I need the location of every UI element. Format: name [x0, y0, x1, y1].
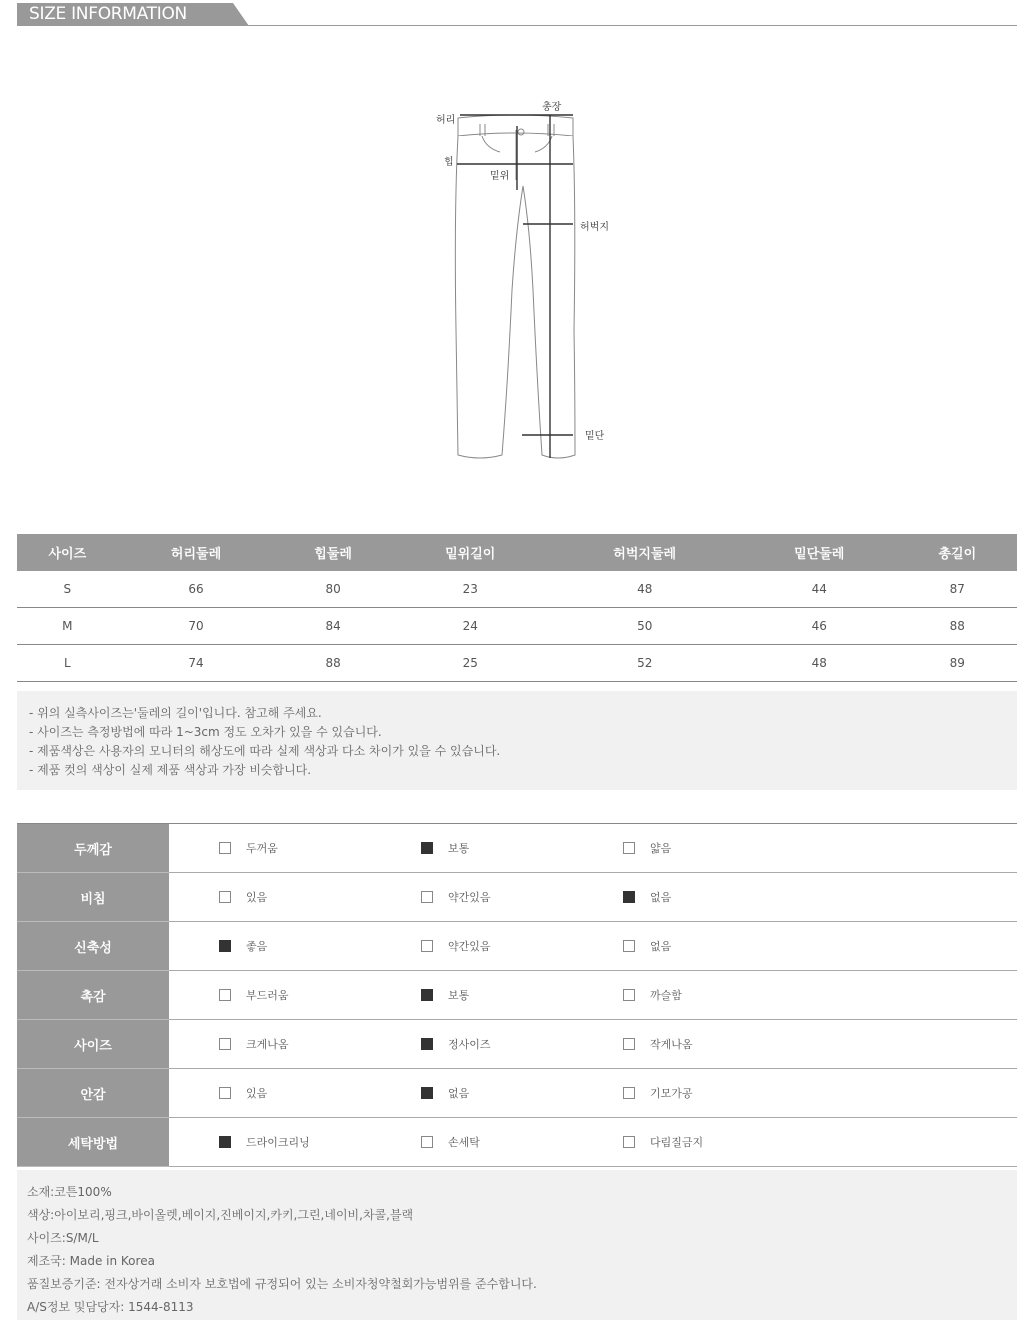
- unchecked-box-icon: [219, 1087, 231, 1099]
- rise-label: 밑위: [490, 171, 510, 182]
- feel-option: [371, 1020, 573, 1069]
- feel-option: [371, 971, 573, 1020]
- feel-option: [169, 1118, 371, 1167]
- unchecked-box-icon: [219, 842, 231, 854]
- table-cell: 48: [549, 571, 741, 608]
- checked-box-icon: [421, 1087, 433, 1099]
- feel-option: [573, 873, 775, 922]
- feel-option-label: 없음: [650, 940, 672, 953]
- checked-box-icon: [219, 1136, 231, 1148]
- column-header: 밑위길이: [392, 534, 549, 571]
- table-cell: 46: [741, 608, 898, 645]
- feel-row-spacer: [775, 1069, 1017, 1118]
- feel-option: [573, 922, 775, 971]
- feel-option: [371, 1118, 573, 1167]
- feel-option-label: 얇음: [650, 842, 672, 855]
- feel-row: [17, 873, 1017, 922]
- checked-box-icon: [421, 842, 433, 854]
- table-cell: 87: [898, 571, 1017, 608]
- feel-option: [573, 1020, 775, 1069]
- table-cell: 25: [392, 645, 549, 682]
- feel-option-label: 다림질금지: [650, 1136, 704, 1149]
- table-row: [17, 608, 1017, 645]
- unchecked-box-icon: [623, 842, 635, 854]
- feel-option-label: 없음: [650, 891, 672, 904]
- feel-row: [17, 1118, 1017, 1167]
- fabric-feel-table: [17, 823, 1017, 1167]
- info-material: 소재:코튼100%: [27, 1185, 112, 1199]
- table-cell: L: [17, 645, 118, 682]
- info-origin: 제조국: Made in Korea: [27, 1254, 155, 1268]
- checked-box-icon: [623, 891, 635, 903]
- feel-row: [17, 922, 1017, 971]
- feel-row-label: 세탁방법: [17, 1118, 169, 1167]
- table-cell: 88: [274, 645, 391, 682]
- feel-option: [169, 1069, 371, 1118]
- feel-option-label: 손세탁: [448, 1136, 480, 1149]
- table-row: [17, 571, 1017, 608]
- feel-row-spacer: [775, 1118, 1017, 1167]
- product-info: [17, 1170, 1017, 1320]
- feel-option-label: 보통: [448, 842, 470, 855]
- feel-option: [573, 1118, 775, 1167]
- feel-option: [169, 922, 371, 971]
- unchecked-box-icon: [421, 1136, 433, 1148]
- pants-measurement-diagram: [420, 90, 640, 470]
- column-header: 허리둘레: [118, 534, 275, 571]
- unchecked-box-icon: [219, 989, 231, 1001]
- table-cell: 74: [118, 645, 275, 682]
- feel-row: [17, 1069, 1017, 1118]
- feel-row-spacer: [775, 824, 1017, 873]
- column-header: 사이즈: [17, 534, 118, 571]
- table-cell: 88: [898, 608, 1017, 645]
- feel-row-spacer: [775, 922, 1017, 971]
- table-cell: 48: [741, 645, 898, 682]
- feel-row: [17, 824, 1017, 873]
- feel-row-label: 두께감: [17, 824, 169, 873]
- feel-option-label: 기모가공: [650, 1087, 693, 1100]
- feel-option-label: 약간있음: [448, 891, 491, 904]
- thigh-label: 허벅지: [580, 222, 609, 233]
- table-cell: 70: [118, 608, 275, 645]
- unchecked-box-icon: [623, 989, 635, 1001]
- feel-row-label: 안감: [17, 1069, 169, 1118]
- feel-option-label: 까슬함: [650, 989, 682, 1002]
- feel-option-label: 크게나옴: [246, 1038, 289, 1051]
- table-cell: 66: [118, 571, 275, 608]
- feel-option-label: 부드러움: [246, 989, 289, 1002]
- size-table-header: [17, 534, 1017, 571]
- hem-label: 밑단: [585, 431, 605, 442]
- unchecked-box-icon: [219, 891, 231, 903]
- section-title: SIZE INFORMATION: [29, 4, 187, 24]
- table-cell: 50: [549, 608, 741, 645]
- feel-option-label: 없음: [448, 1087, 470, 1100]
- table-cell: 84: [274, 608, 391, 645]
- feel-option-label: 있음: [246, 1087, 268, 1100]
- feel-option: [573, 824, 775, 873]
- info-quality: 품질보증기준: 전자상거래 소비자 보호법에 규정되어 있는 소비자청약철회가능범위를 준수합니다.: [27, 1277, 537, 1291]
- total-length-label: 총장: [542, 102, 562, 113]
- pants-illustration: [420, 90, 640, 470]
- table-cell: 23: [392, 571, 549, 608]
- table-cell: 52: [549, 645, 741, 682]
- feel-row-spacer: [775, 971, 1017, 1020]
- checked-box-icon: [421, 1038, 433, 1050]
- feel-option-label: 두꺼움: [246, 842, 278, 855]
- table-cell: S: [17, 571, 118, 608]
- hip-label: 힙: [444, 157, 454, 168]
- feel-option: [371, 922, 573, 971]
- feel-option: [169, 873, 371, 922]
- feel-option-label: 드라이크리닝: [246, 1136, 310, 1149]
- unchecked-box-icon: [219, 1038, 231, 1050]
- feel-option: [371, 1069, 573, 1118]
- feel-option-label: 약간있음: [448, 940, 491, 953]
- feel-option-label: 정사이즈: [448, 1038, 491, 1051]
- unchecked-box-icon: [421, 891, 433, 903]
- unchecked-box-icon: [623, 940, 635, 952]
- feel-row-spacer: [775, 873, 1017, 922]
- table-cell: 24: [392, 608, 549, 645]
- unchecked-box-icon: [421, 940, 433, 952]
- feel-row-label: 촉감: [17, 971, 169, 1020]
- feel-row-spacer: [775, 1020, 1017, 1069]
- column-header: 힙둘레: [274, 534, 391, 571]
- note-line: - 위의 실측사이즈는'둘레의 길이'입니다. 참고해 주세요.: [29, 706, 322, 720]
- feel-row: [17, 1020, 1017, 1069]
- column-header: 밑단둘레: [741, 534, 898, 571]
- info-colors: 색상:아이보리,핑크,바이올렛,베이지,진베이지,카키,그린,네이비,차콜,블랙: [27, 1208, 414, 1222]
- feel-option: [371, 873, 573, 922]
- header-rule: [17, 25, 1017, 26]
- checked-box-icon: [421, 989, 433, 1001]
- feel-option-label: 있음: [246, 891, 268, 904]
- feel-option-label: 좋음: [246, 940, 268, 953]
- measurement-notes: [17, 691, 1017, 790]
- waist-label: 허리: [436, 115, 456, 126]
- note-line: - 사이즈는 측정방법에 따라 1~3cm 정도 오차가 있을 수 있습니다.: [29, 725, 382, 739]
- column-header: 총길이: [898, 534, 1017, 571]
- feel-row: [17, 971, 1017, 1020]
- table-row: [17, 645, 1017, 682]
- feel-option: [371, 824, 573, 873]
- feel-option-label: 보통: [448, 989, 470, 1002]
- feel-option: [169, 971, 371, 1020]
- note-line: - 제품색상은 사용자의 모니터의 해상도에 따라 실제 색상과 다소 차이가 있을 수 있습니다.: [29, 744, 501, 758]
- section-header: [17, 0, 1017, 26]
- column-header: 허벅지둘레: [549, 534, 741, 571]
- feel-row-label: 비침: [17, 873, 169, 922]
- table-cell: 44: [741, 571, 898, 608]
- unchecked-box-icon: [623, 1038, 635, 1050]
- checked-box-icon: [219, 940, 231, 952]
- table-cell: 80: [274, 571, 391, 608]
- feel-row-label: 신축성: [17, 922, 169, 971]
- info-as: A/S정보 및담당자: 1544-8113: [27, 1300, 194, 1314]
- table-cell: M: [17, 608, 118, 645]
- info-sizes: 사이즈:S/M/L: [27, 1231, 99, 1245]
- feel-option-label: 작게나옴: [650, 1038, 693, 1051]
- size-table: [17, 534, 1017, 682]
- feel-option: [169, 1020, 371, 1069]
- feel-option: [573, 1069, 775, 1118]
- feel-option: [573, 971, 775, 1020]
- note-line: - 제품 컷의 색상이 실제 제품 색상과 가장 비슷합니다.: [29, 763, 312, 777]
- feel-row-label: 사이즈: [17, 1020, 169, 1069]
- unchecked-box-icon: [623, 1087, 635, 1099]
- unchecked-box-icon: [623, 1136, 635, 1148]
- table-cell: 89: [898, 645, 1017, 682]
- feel-option: [169, 824, 371, 873]
